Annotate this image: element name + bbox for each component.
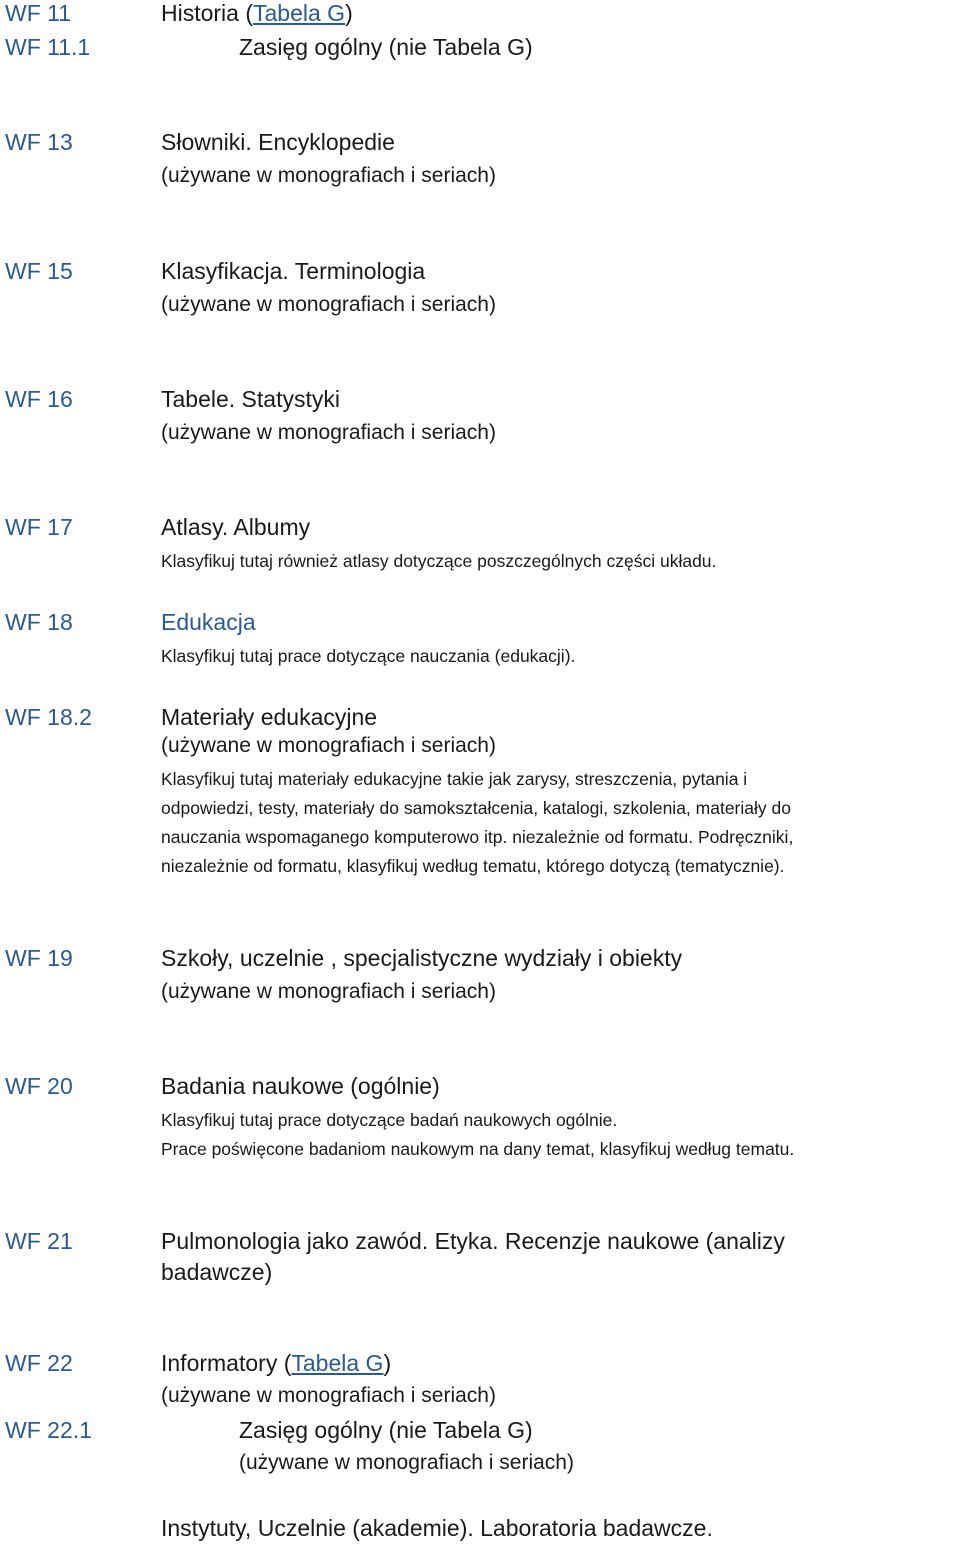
entry-title-wf17: Atlasy. Albumy bbox=[161, 514, 311, 540]
entry-title-wf13: Słowniki. Encyklopedie bbox=[161, 129, 395, 155]
entry-desc-wf18-2-line: nauczania wspomaganego komputerowo itp. niezależnie od formatu. Podręczniki, bbox=[161, 827, 794, 847]
entry-code-wf22-1: WF 22.1 bbox=[5, 1417, 92, 1443]
entry-desc-wf17: Klasyfikuj tutaj również atlasy dotyczące poszczególnych części układu. bbox=[161, 551, 717, 571]
entry-title-wf11-prefix: Historia ( bbox=[161, 0, 254, 26]
entry-note-wf19: (używane w monografiach i seriach) bbox=[161, 980, 496, 1003]
entry-note-wf15: (używane w monografiach i seriach) bbox=[161, 293, 496, 316]
entry-desc-wf20-line: Klasyfikuj tutaj prace dotyczące badań naukowych ogólnie. bbox=[161, 1110, 618, 1130]
entry-desc-wf18: Klasyfikuj tutaj prace dotyczące nauczania (edukacji). bbox=[161, 646, 576, 666]
entry-title-wf18: Edukacja bbox=[161, 609, 256, 635]
entry-code-wf21: WF 21 bbox=[5, 1228, 73, 1254]
entry-title-trailing: Instytuty, Uczelnie (akademie). Laboratoria badawcze. bbox=[161, 1515, 713, 1541]
entry-code-wf22: WF 22 bbox=[5, 1350, 73, 1376]
entry-title-wf21-line: Pulmonologia jako zawód. Etyka. Recenzje naukowe (analizy bbox=[161, 1228, 785, 1254]
entry-note-wf22: (używane w monografiach i seriach) bbox=[161, 1384, 496, 1407]
entry-title-wf15: Klasyfikacja. Terminologia bbox=[161, 258, 426, 284]
entry-code-wf17: WF 17 bbox=[5, 514, 73, 540]
entry-desc-wf18-2-line: odpowiedzi, testy, materiały do samokształcenia, katalogi, szkolenia, materiały do bbox=[161, 798, 791, 818]
entry-note-wf22-1: (używane w monografiach i seriach) bbox=[239, 1451, 574, 1474]
table-g-link[interactable]: Tabela G bbox=[291, 1350, 384, 1376]
entry-note-wf16: (używane w monografiach i seriach) bbox=[161, 421, 496, 444]
entry-code-wf11: WF 11 bbox=[5, 0, 72, 26]
entry-code-wf15: WF 15 bbox=[5, 258, 73, 284]
entry-code-wf18: WF 18 bbox=[5, 609, 73, 635]
entry-code-wf11-1: WF 11.1 bbox=[5, 34, 91, 60]
entry-code-wf19: WF 19 bbox=[5, 945, 73, 971]
entry-title-wf22-prefix: Informatory ( bbox=[161, 1350, 292, 1376]
table-g-link[interactable]: Tabela G bbox=[253, 0, 346, 26]
entry-title-wf18-2: Materiały edukacyjne bbox=[161, 704, 378, 730]
entry-title-wf22-suffix: ) bbox=[383, 1350, 392, 1376]
entry-title-wf11 bbox=[161, 0, 353, 28]
entry-desc-wf18-2-line: Klasyfikuj tutaj materiały edukacyjne takie jak zarysy, streszczenia, pytania i bbox=[161, 769, 748, 789]
entry-code-wf16: WF 16 bbox=[5, 386, 73, 412]
entry-code-wf13: WF 13 bbox=[5, 129, 73, 155]
entry-title-wf22 bbox=[161, 1348, 391, 1378]
entry-title-wf16: Tabele. Statystyki bbox=[161, 386, 340, 412]
entry-desc-wf18-2-line: niezależnie od formatu, klasyfikuj według tematu, którego dotyczą (tematycznie). bbox=[161, 856, 785, 876]
entry-title-wf21-line: badawcze) bbox=[161, 1259, 273, 1285]
entry-code-wf20: WF 20 bbox=[5, 1073, 73, 1099]
entry-desc-wf20-line: Prace poświęcone badaniom naukowym na dany temat, klasyfikuj według tematu. bbox=[161, 1139, 795, 1159]
entry-title-wf22-1: Zasięg ogólny (nie Tabela G) bbox=[239, 1417, 533, 1443]
entry-title-wf20: Badania naukowe (ogólnie) bbox=[161, 1073, 440, 1099]
entry-title-wf11-suffix: ) bbox=[345, 0, 353, 26]
entry-note-wf18-2: (używane w monografiach i seriach) bbox=[161, 734, 496, 757]
entry-note-wf13: (używane w monografiach i seriach) bbox=[161, 164, 496, 187]
entry-title-wf11-1: Zasięg ogólny (nie Tabela G) bbox=[239, 34, 533, 60]
entry-code-wf18-2: WF 18.2 bbox=[5, 704, 92, 730]
entry-title-wf19: Szkoły, uczelnie , specjalistyczne wydziały i obiekty bbox=[161, 945, 683, 971]
